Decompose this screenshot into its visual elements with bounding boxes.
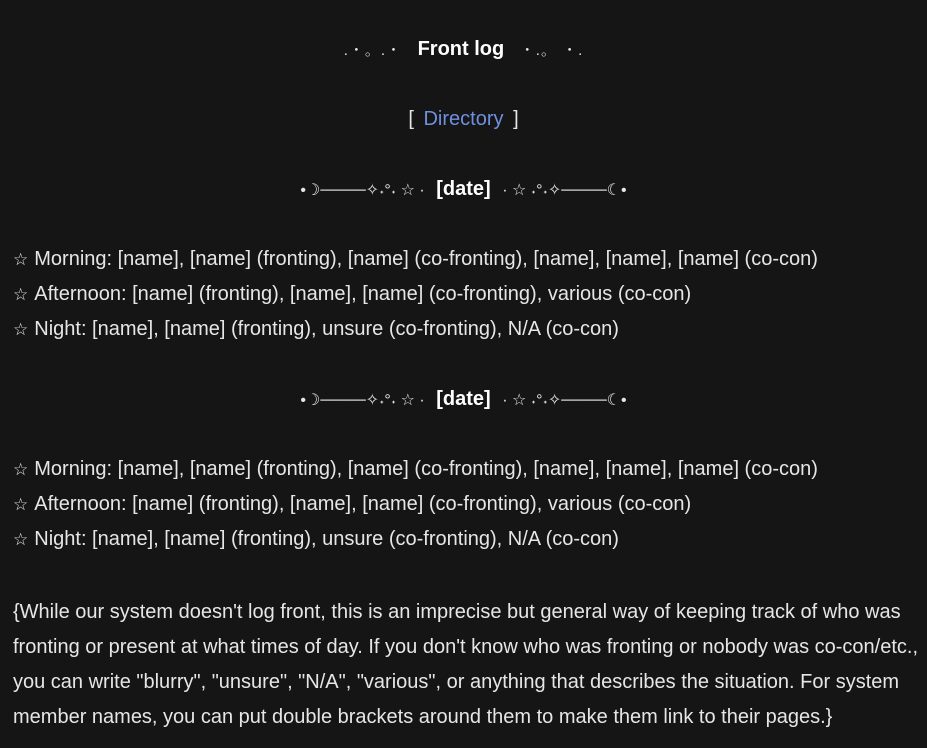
decorative-dots-left: .・。.・: [343, 42, 403, 59]
entry-text: Morning: [name], [name] (fronting), [name] (co-fronting), [name], [name], [name] (co-con): [34, 458, 818, 480]
entry-text: Afternoon: [name] (fronting), [name], [name] (co-fronting), various (co-con): [34, 283, 692, 305]
note-line: you can write "blurry", "unsure", "N/A", "various", or anything that describes the situation. For system: [13, 671, 900, 693]
star-icon: ☆: [13, 285, 29, 304]
bracket-open: [: [408, 108, 414, 130]
log-entry-morning: [13, 248, 818, 271]
note-line: {While our system doesn't log front, this is an imprecise but general way of keeping track of who was: [13, 601, 901, 623]
ornament-right: · ☆ ˖°˖✧────☾•: [502, 182, 627, 199]
date-divider: [0, 388, 927, 411]
star-icon: ☆: [13, 250, 29, 269]
explanatory-note: [13, 595, 923, 735]
date-placeholder: [date]: [436, 388, 491, 410]
ornament-right: · ☆ ˖°˖✧────☾•: [502, 392, 627, 409]
log-entry-morning: [13, 458, 818, 481]
ornament-left: •☽────✧˖°˖ ☆ ·: [300, 182, 425, 199]
note-line: member names, you can put double brackets around them to make them link to their pages.}: [13, 706, 833, 728]
log-entry-afternoon: [13, 493, 691, 516]
directory-nav: [0, 108, 927, 131]
page-title: Front log: [417, 38, 505, 60]
bracket-close: ]: [513, 108, 519, 130]
star-icon: ☆: [13, 495, 29, 514]
entry-text: Morning: [name], [name] (fronting), [name] (co-fronting), [name], [name], [name] (co-con): [34, 248, 818, 270]
directory-link[interactable]: Directory: [423, 108, 504, 130]
ornament-left: •☽────✧˖°˖ ☆ ·: [300, 392, 425, 409]
entry-text: Afternoon: [name] (fronting), [name], [name] (co-fronting), various (co-con): [34, 493, 692, 515]
entry-text: Night: [name], [name] (fronting), unsure (co-fronting), N/A (co-con): [34, 528, 619, 550]
note-line: fronting or present at what times of day. If you don't know who was fronting or nobody was co-con/etc.,: [13, 636, 919, 658]
date-placeholder: [date]: [436, 178, 491, 200]
log-entry-night: [13, 528, 619, 551]
entry-text: Night: [name], [name] (fronting), unsure (co-fronting), N/A (co-con): [34, 318, 619, 340]
page-header: [0, 38, 927, 61]
star-icon: ☆: [13, 460, 29, 479]
log-entry-afternoon: [13, 283, 691, 306]
star-icon: ☆: [13, 320, 29, 339]
star-icon: ☆: [13, 530, 29, 549]
decorative-dots-right: ・.。 ・.: [519, 42, 584, 59]
date-divider: [0, 178, 927, 201]
log-entry-night: [13, 318, 619, 341]
